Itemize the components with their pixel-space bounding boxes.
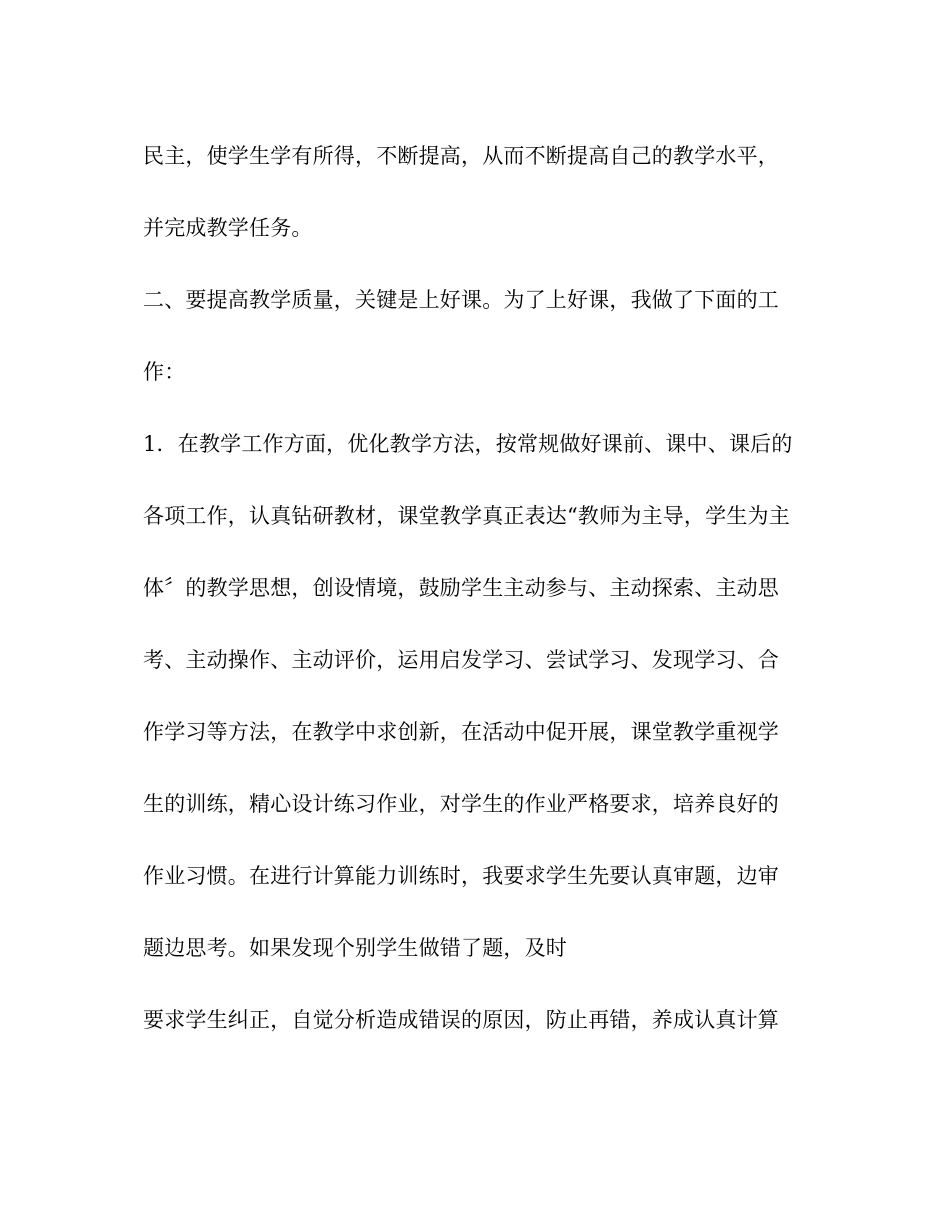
text-line: 作业习惯。在进行计算能力训练时，我要求学生先要认真审题，边审	[143, 864, 779, 888]
text-line: 生的训练，精心设计练习作业，对学生的作业严格要求，培养良好的	[143, 792, 779, 816]
text-line: 考、主动操作、主动评价，运用启发学习、尝试学习、发现学习、合	[143, 648, 779, 672]
text-line: 二、要提高教学质量，关键是上好课。为了上好课，我做了下面的工	[143, 288, 779, 312]
text-line: 体〞的教学思想，创设情境，鼓励学生主动参与、主动探索、主动思	[143, 576, 779, 600]
text-line: 民主，使学生学有所得，不断提高，从而不断提高自己的教学水平，	[143, 144, 779, 168]
text-line: 作：	[143, 360, 186, 384]
text-line: 并完成教学任务。	[143, 216, 313, 240]
text-line: 要求学生纠正，自觉分析造成错误的原因，防止再错，养成认真计算	[143, 1008, 779, 1032]
text-line: 各项工作，认真钻研教材，课堂教学真正表达“教师为主导，学生为主	[143, 504, 790, 528]
text-line: 作学习等方法，在教学中求创新，在活动中促开展，课堂教学重视学	[143, 720, 779, 744]
text-line: 1．在教学工作方面，优化教学方法，按常规做好课前、课中、课后的	[143, 432, 793, 456]
text-line: 题边思考。如果发现个别学生做错了题，及时	[143, 936, 567, 960]
